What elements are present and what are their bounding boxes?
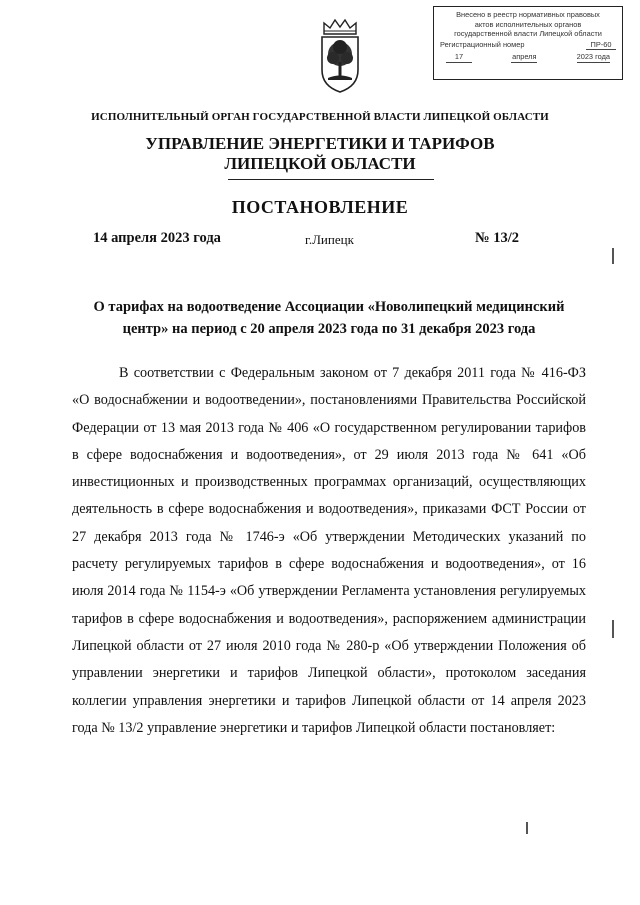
stamp-day: 17 [446, 52, 472, 63]
stamp-registration-row [440, 40, 616, 51]
document-heading [72, 296, 586, 340]
document-city: г.Липецк [305, 232, 354, 247]
document-number: № 13/2 [475, 230, 519, 246]
scan-artifact-mark [612, 248, 614, 264]
scan-artifact-mark [612, 620, 614, 638]
registry-stamp [433, 6, 623, 80]
department-name [0, 134, 640, 174]
coat-of-arms-emblem [318, 18, 362, 94]
stamp-line-1: Внесено в реестр нормативных правовых [456, 10, 600, 19]
stamp-line-2: актов исполнительных органов [474, 19, 582, 29]
department-line-2: ЛИПЕЦКОЙ ОБЛАСТИ [224, 154, 416, 173]
stamp-line-3: государственной власти Липецкой области [454, 29, 602, 38]
scan-artifact-mark [526, 822, 528, 834]
document-date: 14 апреля 2023 года [93, 230, 221, 246]
stamp-registration-label: Регистрационный номер [440, 39, 525, 49]
stamp-registration-number: ПР-60 [586, 40, 616, 51]
document-type: ПОСТАНОВЛЕНИЕ [231, 197, 409, 217]
stamp-month: апреля [512, 52, 537, 61]
header-divider [228, 179, 434, 180]
stamp-date-row [440, 52, 616, 63]
body-paragraph: В соответствии с Федеральным законом от 7 декабря 2011 года № 416-ФЗ «О водоснабжении и водоотведении», постановлениями Правительства Российской Федерации от 13 мая 2013 года № 406 «О государственном регулировании тарифов в сфере водоснабжения и водоотведения», от 29 июля 2013 года № 641 «Об инвестиционных и производственных программах организаций, осуществляющих деятельность в сфере водоснабжения и водоотведения», приказами ФСТ России от 27 декабря 2013 года № 1746-э «Об утверждении Методических указаний по расчету регулируемых тарифов в сфере водоснабжения и водоотведения», от 16 июля 2014 года № 1154-э «Об утверждении Регламента установления регулируемых тарифов в сфере водоснабжения и водоотведения», распоряжением администрации Липецкой области от 27 июля 2010 года № 280-р «Об утверждении Положения об управлении энергетики и тарифов Липецкой области», протоколом заседания коллегии управления энергетики и тарифов Липецкой области от 14 апреля 2023 года № 13/2 управление энергетики и тарифов Липецкой области постановляет: [72, 365, 586, 736]
heading-line-1: О тарифах на водоотведение Ассоциации «Новолипецкий медицинский [93, 299, 565, 315]
department-line-1: УПРАВЛЕНИЕ ЭНЕРГЕТИКИ И ТАРИФОВ [145, 134, 495, 153]
organization-name: ИСПОЛНИТЕЛЬНЫЙ ОРГАН ГОСУДАРСТВЕННОЙ ВЛАСТИ ЛИПЕЦКОЙ ОБЛАСТИ [91, 111, 549, 123]
stamp-year: 2023 года [576, 52, 610, 61]
heading-line-2: центр» на период с 20 апреля 2023 года по 31 декабря 2023 года [122, 321, 536, 337]
